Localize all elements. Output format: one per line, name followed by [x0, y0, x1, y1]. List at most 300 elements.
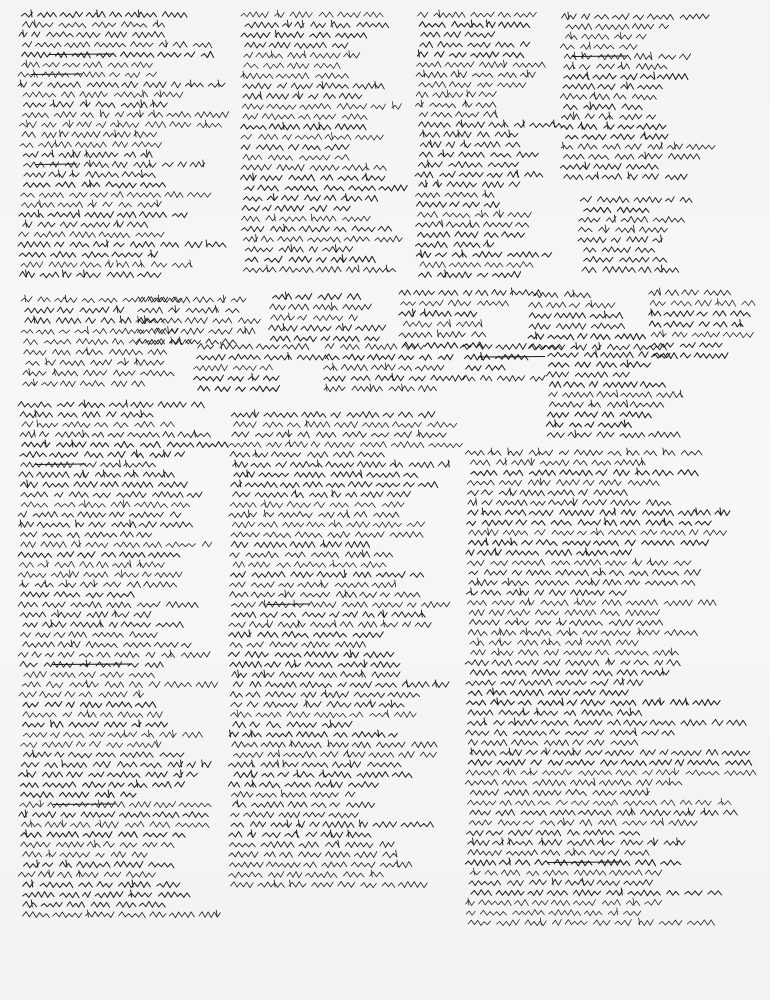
handwritten-line	[469, 528, 727, 536]
handwritten-line	[416, 190, 495, 198]
handwritten-line	[420, 140, 520, 148]
handwritten-line	[24, 672, 155, 678]
handwritten-line	[469, 538, 709, 546]
handwritten-line	[242, 205, 350, 211]
text-block	[228, 410, 443, 896]
handwritten-line	[21, 740, 162, 748]
handwritten-line	[23, 620, 183, 628]
handwritten-line	[466, 588, 626, 596]
handwritten-line	[469, 578, 695, 586]
handwritten-line	[18, 602, 198, 608]
handwritten-line	[546, 420, 631, 428]
handwritten-line	[21, 790, 136, 798]
handwritten-line	[233, 490, 411, 498]
strikethrough-mark	[35, 164, 77, 165]
handwritten-line	[529, 301, 615, 309]
handwritten-line	[420, 262, 533, 268]
handwritten-line	[325, 344, 424, 350]
handwritten-line	[241, 214, 370, 222]
handwritten-line	[23, 379, 145, 387]
handwritten-line	[230, 641, 366, 647]
handwritten-line	[564, 72, 688, 80]
handwritten-line	[529, 323, 625, 329]
handwritten-line	[18, 70, 157, 78]
handwritten-line	[469, 818, 697, 826]
handwritten-line	[650, 299, 755, 307]
handwritten-line	[470, 788, 649, 796]
handwritten-line	[466, 898, 662, 906]
handwritten-line	[416, 90, 496, 98]
handwritten-line	[399, 309, 477, 317]
handwritten-line	[560, 162, 658, 170]
handwritten-line	[416, 240, 494, 248]
handwritten-line	[565, 132, 668, 140]
handwritten-line	[269, 324, 386, 332]
handwritten-line	[18, 552, 180, 558]
handwritten-line	[234, 420, 457, 428]
handwriting-strokes	[578, 195, 698, 281]
handwritten-line	[243, 81, 384, 89]
handwritten-line	[18, 870, 155, 878]
handwritten-line	[324, 374, 465, 382]
handwritten-line	[231, 410, 435, 418]
handwritten-line	[243, 92, 362, 100]
handwritten-line	[564, 172, 687, 180]
handwritten-line	[241, 122, 366, 130]
handwritten-line	[467, 478, 659, 486]
handwritten-line	[562, 12, 710, 20]
handwritten-line	[241, 10, 383, 18]
handwritten-line	[21, 191, 211, 197]
handwritten-line	[470, 668, 669, 676]
handwritten-line	[579, 215, 685, 223]
handwritten-line	[466, 678, 643, 686]
handwritten-line	[466, 768, 756, 776]
handwritten-line	[22, 200, 162, 208]
handwriting-strokes	[460, 342, 540, 390]
handwritten-line	[467, 598, 716, 606]
handwritten-line	[241, 173, 385, 181]
handwritten-line	[25, 306, 124, 314]
handwritten-line	[229, 780, 379, 788]
strikethrough-mark	[53, 804, 116, 805]
handwritten-line	[19, 770, 198, 778]
handwritten-line	[20, 580, 177, 588]
handwritten-line	[578, 225, 667, 233]
handwritten-line	[469, 568, 701, 576]
handwritten-line	[584, 247, 655, 253]
handwritten-line	[231, 480, 438, 488]
handwritten-line	[241, 30, 367, 38]
handwritten-line	[649, 309, 750, 317]
handwritten-line	[18, 511, 181, 517]
handwritten-line	[651, 343, 722, 348]
handwritten-line	[229, 830, 371, 838]
handwritten-line	[565, 32, 646, 40]
handwritten-line	[273, 292, 361, 300]
handwritten-line	[23, 100, 167, 108]
strikethrough-mark	[572, 56, 626, 57]
handwritten-line	[244, 51, 360, 58]
handwritten-line	[18, 240, 226, 248]
handwritten-line	[418, 50, 524, 58]
text-block	[192, 342, 312, 401]
strikethrough-mark	[35, 464, 86, 465]
text-block	[240, 10, 405, 281]
handwritten-line	[232, 520, 424, 528]
handwritten-line	[466, 908, 641, 916]
handwritten-line	[24, 180, 166, 188]
handwritten-line	[229, 840, 394, 848]
strikethrough-mark	[31, 74, 83, 75]
handwritten-line	[21, 760, 211, 768]
handwritten-line	[468, 718, 747, 726]
handwritten-line	[22, 60, 153, 68]
handwritten-line	[547, 412, 651, 418]
handwritten-line	[243, 154, 349, 160]
handwritten-line	[467, 830, 640, 836]
handwritten-line	[245, 255, 375, 263]
handwritten-line	[24, 170, 155, 178]
text-block	[545, 350, 680, 446]
handwritten-line	[23, 150, 152, 158]
handwriting-strokes	[228, 410, 443, 896]
handwritten-line	[19, 810, 209, 818]
handwritten-line	[198, 342, 309, 350]
handwritten-line	[419, 270, 521, 278]
handwritten-line	[468, 628, 697, 636]
handwritten-line	[21, 260, 192, 268]
handwritten-line	[420, 130, 518, 138]
handwritten-line	[241, 144, 349, 150]
handwritten-line	[23, 90, 183, 98]
handwritten-line	[468, 838, 685, 846]
handwritten-line	[19, 210, 187, 218]
handwritten-line	[26, 358, 164, 366]
handwritten-line	[470, 748, 750, 756]
handwritten-line	[230, 590, 420, 598]
handwritten-line	[420, 42, 530, 48]
handwritten-line	[420, 150, 539, 158]
text-block	[578, 195, 698, 281]
handwritten-line	[468, 739, 638, 745]
handwritten-line	[233, 800, 375, 808]
handwritten-line	[231, 790, 354, 798]
handwritten-line	[467, 698, 720, 706]
handwritten-line	[243, 265, 395, 273]
handwritten-line	[547, 430, 680, 438]
handwritten-line	[234, 770, 412, 778]
handwriting-strokes	[18, 10, 223, 286]
handwritten-line	[21, 500, 189, 508]
handwritten-line	[468, 918, 714, 926]
handwritten-line	[23, 369, 174, 377]
handwritten-line	[467, 558, 691, 566]
handwritten-line	[468, 488, 628, 496]
handwriting-strokes	[545, 350, 680, 446]
handwritten-line	[19, 520, 193, 528]
handwritten-line	[241, 224, 391, 232]
handwritten-line	[21, 820, 209, 828]
handwritten-line	[419, 120, 563, 128]
handwritten-line	[23, 702, 156, 708]
handwritten-line	[563, 82, 662, 90]
strikethrough-mark	[548, 862, 621, 863]
handwritten-line	[468, 708, 642, 716]
handwritten-line	[23, 750, 184, 758]
handwritten-line	[419, 110, 497, 118]
handwritten-line	[21, 492, 202, 498]
handwritten-line	[18, 570, 182, 578]
handwritten-line	[231, 812, 359, 818]
handwritten-line	[230, 550, 393, 558]
handwritten-line	[466, 548, 632, 556]
handwritten-line	[22, 130, 157, 138]
handwritten-line	[465, 778, 682, 786]
handwritten-line	[228, 760, 401, 768]
handwritten-line	[19, 470, 175, 478]
text-block	[18, 400, 208, 926]
handwritten-line	[467, 518, 712, 526]
handwritten-line	[651, 330, 753, 338]
handwritten-line	[234, 470, 418, 478]
handwritten-line	[139, 295, 246, 303]
handwriting-strokes	[240, 10, 405, 281]
handwritten-line	[470, 458, 645, 466]
handwritten-line	[421, 32, 495, 38]
text-block	[465, 448, 745, 934]
handwritten-line	[564, 102, 643, 110]
handwritten-line	[245, 245, 353, 253]
handwritten-line	[198, 386, 280, 392]
handwritten-line	[20, 450, 185, 458]
handwritten-line	[230, 580, 396, 588]
handwritten-line	[241, 163, 386, 171]
handwritten-line	[528, 332, 646, 340]
handwritten-line	[23, 640, 191, 648]
handwritten-line	[241, 71, 349, 79]
handwritten-line	[20, 780, 184, 788]
handwritten-line	[324, 363, 444, 371]
handwritten-line	[243, 113, 367, 119]
handwritten-line	[470, 638, 638, 646]
handwritten-line	[231, 570, 424, 578]
handwritten-line	[19, 30, 165, 38]
handwritten-line	[419, 20, 529, 28]
handwriting-strokes	[415, 10, 540, 206]
handwritten-line	[582, 265, 679, 273]
handwritten-line	[529, 311, 623, 319]
handwritten-line	[20, 800, 211, 808]
handwritten-line	[244, 63, 340, 69]
handwritten-line	[20, 410, 153, 418]
handwritten-line	[23, 20, 165, 28]
handwritten-line	[469, 618, 662, 626]
handwritten-line	[270, 303, 372, 311]
handwritten-line	[20, 532, 151, 538]
handwritten-line	[21, 830, 185, 838]
handwritten-line	[471, 648, 679, 656]
strikethrough-mark	[267, 604, 310, 605]
handwritten-line	[466, 728, 675, 736]
handwritten-line	[564, 152, 700, 159]
handwritten-line	[20, 270, 161, 278]
handwritten-line	[560, 42, 637, 50]
text-block	[18, 10, 223, 286]
handwritten-line	[231, 532, 423, 538]
handwritten-line	[469, 878, 653, 886]
handwritten-line	[468, 688, 628, 696]
handwriting-strokes	[18, 400, 208, 926]
handwritten-line	[229, 620, 431, 628]
handwritten-line	[229, 510, 399, 518]
handwritten-line	[23, 220, 148, 228]
handwritten-line	[415, 170, 543, 178]
handwritten-line	[23, 720, 168, 728]
text-block	[320, 342, 460, 401]
handwritten-line	[228, 650, 393, 658]
handwritten-line	[197, 353, 329, 361]
handwritten-line	[232, 610, 426, 618]
handwritten-line	[232, 740, 437, 748]
handwritten-line	[233, 680, 449, 688]
handwritten-line	[468, 848, 649, 856]
handwritten-line	[21, 10, 187, 18]
handwritten-line	[580, 196, 692, 202]
handwriting-strokes	[192, 342, 312, 401]
handwritten-line	[229, 730, 397, 737]
handwritten-line	[561, 112, 655, 120]
handwritten-line	[549, 360, 651, 368]
handwritten-line	[19, 231, 165, 237]
handwritten-line	[23, 900, 165, 908]
handwritten-line	[470, 868, 662, 876]
handwritten-line	[23, 730, 202, 738]
handwritten-line	[561, 142, 715, 150]
handwritten-line	[21, 480, 188, 488]
handwritten-line	[418, 231, 525, 237]
handwritten-line	[466, 365, 505, 371]
handwritten-line	[649, 288, 731, 296]
handwritten-line	[232, 430, 446, 438]
handwritten-line	[548, 350, 670, 358]
handwritten-line	[23, 710, 163, 718]
handwritten-line	[399, 288, 542, 296]
handwritten-line	[417, 60, 546, 68]
handwritten-line	[578, 235, 662, 243]
handwritten-line	[194, 364, 273, 370]
handwritten-line	[23, 850, 148, 857]
handwritten-line	[403, 320, 482, 328]
handwritten-line	[549, 400, 663, 408]
handwritten-line	[418, 10, 537, 18]
handwritten-line	[244, 194, 378, 202]
handwritten-line	[534, 290, 591, 298]
handwritten-line	[471, 468, 698, 476]
handwritten-line	[19, 690, 144, 698]
handwritten-line	[230, 860, 413, 868]
strikethrough-mark	[53, 664, 131, 665]
handwritten-line	[231, 710, 417, 718]
handwritten-line	[194, 374, 280, 382]
handwritten-line	[469, 609, 659, 615]
handwritten-line	[230, 450, 384, 458]
handwritten-line	[229, 630, 383, 638]
handwritten-line	[18, 80, 225, 88]
handwritten-line	[418, 210, 532, 218]
handwritten-line	[471, 888, 722, 896]
handwriting-strokes	[415, 200, 545, 286]
handwritten-line	[23, 910, 221, 918]
handwritten-line	[230, 690, 419, 698]
handwritten-line	[233, 750, 436, 758]
handwritten-line	[549, 390, 683, 398]
handwritten-line	[561, 122, 666, 130]
handwritten-line	[325, 354, 453, 360]
handwritten-line	[230, 500, 404, 508]
handwritten-line	[232, 670, 400, 678]
handwritten-line	[231, 540, 369, 548]
handwritten-line	[245, 20, 389, 28]
strikethrough-mark	[49, 54, 114, 55]
handwritten-line	[468, 508, 730, 516]
handwritten-line	[270, 336, 379, 342]
strikethrough-mark	[478, 357, 545, 358]
handwritten-line	[229, 870, 384, 878]
text-block	[415, 200, 545, 286]
handwritten-line	[231, 600, 449, 608]
handwritten-line	[649, 320, 743, 328]
handwritten-line	[22, 40, 212, 48]
handwritten-line	[21, 460, 156, 468]
handwritten-line	[419, 82, 526, 88]
handwritten-line	[229, 850, 397, 858]
handwritten-line	[401, 300, 509, 306]
handwritten-line	[229, 440, 463, 448]
handwritten-line	[18, 650, 210, 658]
handwritten-line	[20, 430, 211, 438]
handwriting-strokes	[320, 342, 460, 401]
handwritten-line	[470, 808, 738, 816]
handwritten-line	[19, 120, 221, 128]
handwritten-line	[21, 592, 134, 598]
handwritten-line	[136, 316, 261, 324]
handwritten-line	[22, 420, 174, 428]
handwritten-line	[22, 680, 217, 688]
handwritten-line	[468, 798, 731, 806]
handwriting-strokes	[465, 448, 745, 934]
handwritten-line	[465, 658, 680, 666]
handwritten-line	[415, 100, 496, 108]
handwritten-line	[468, 759, 752, 765]
handwritten-line	[560, 92, 656, 100]
handwritten-line	[417, 202, 500, 208]
handwritten-line	[21, 540, 212, 548]
handwritten-line	[463, 375, 545, 381]
handwritten-line	[18, 400, 204, 408]
handwritten-line	[24, 860, 174, 868]
handwritten-line	[21, 840, 174, 848]
handwritten-line	[242, 102, 401, 110]
handwritten-line	[233, 560, 386, 568]
handwritten-line	[241, 132, 383, 140]
handwritten-line	[233, 720, 352, 728]
handwritten-line	[564, 62, 667, 70]
handwritten-line	[20, 140, 162, 148]
handwritten-line	[271, 313, 358, 321]
handwritten-line	[138, 306, 239, 314]
handwritten-line	[19, 560, 164, 568]
